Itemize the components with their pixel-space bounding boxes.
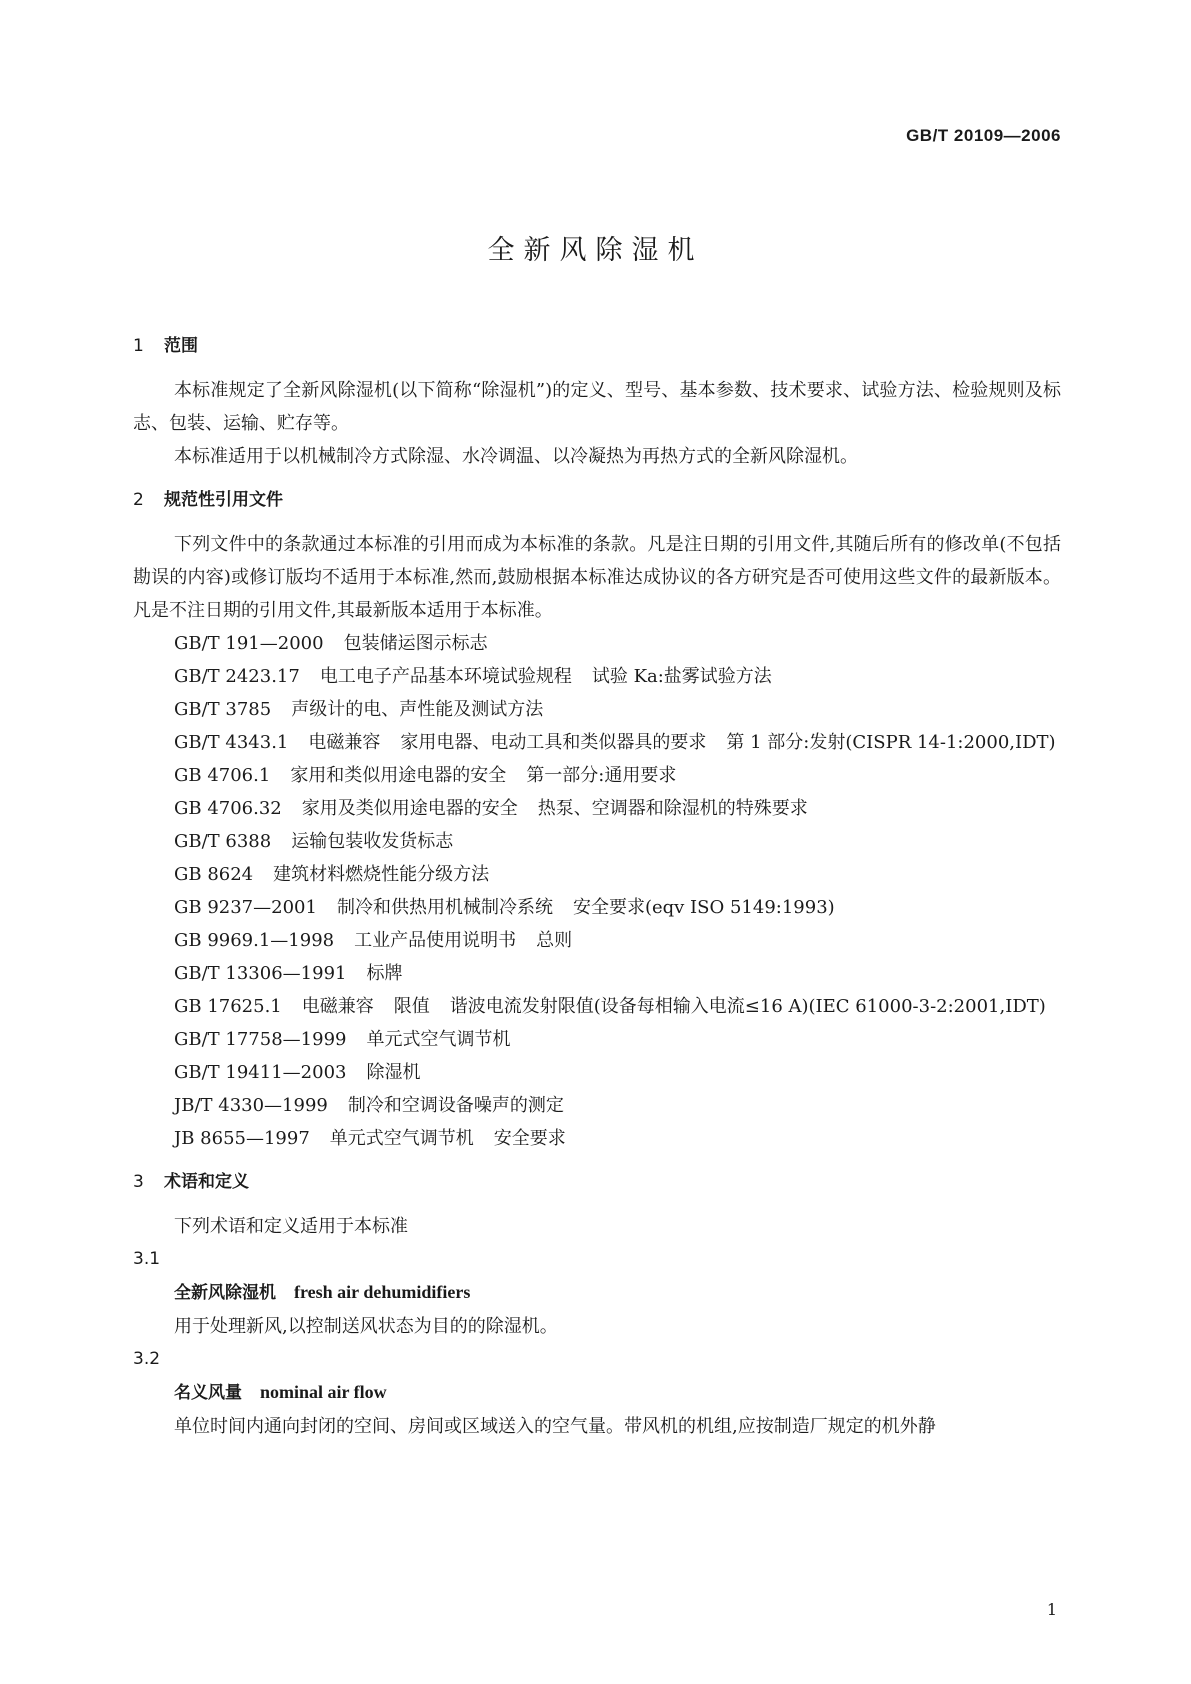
reference-title: 工业产品使用说明书: [354, 930, 517, 951]
term-name-cn: 名义风量: [174, 1383, 242, 1403]
reference-title: 单元式空气调节机: [366, 1029, 511, 1050]
section-2-intro: 下列文件中的条款通过本标准的引用而成为本标准的条款。凡是注日期的引用文件,其随后所有的修改单(不包括勘误的内容)或修订版均不适用于本标准,然而,鼓励根据本标准达成协议的各方研究是否可使用这些文件的最新版本。凡是不注日期的引用文件,其最新版本适用于本标准。: [133, 534, 1061, 621]
reference-title: 包装储运图示标志: [343, 633, 488, 654]
reference-item: [133, 759, 1061, 792]
reference-code: GB/T 19411—2003: [174, 1062, 347, 1083]
section-1-paragraph-2: 本标准适用于以机械制冷方式除湿、水冷调温、以冷凝热为再热方式的全新风除湿机。: [174, 446, 858, 467]
reference-item: [133, 627, 1061, 660]
term-definition: 用于处理新风,以控制送风状态为目的的除湿机。: [174, 1316, 558, 1337]
reference-code: GB/T 3785: [174, 699, 272, 720]
reference-item: [133, 924, 1061, 957]
section-number: 3: [133, 1172, 144, 1192]
term-name-cn: 全新风除湿机: [174, 1283, 276, 1303]
reference-title: 声级计的电、声性能及测试方法: [291, 699, 544, 720]
term-name-en: fresh air dehumidifiers: [294, 1282, 471, 1302]
reference-title: 电磁兼容: [308, 732, 381, 753]
reference-item: [133, 693, 1061, 726]
reference-title: 家用及类似用途电器的安全: [301, 798, 518, 819]
section-2-heading: [133, 484, 1061, 517]
reference-item: [133, 858, 1061, 891]
section-number: 1: [133, 336, 144, 356]
section-3-heading: [133, 1166, 1061, 1199]
reference-title-part: 家用电器、电动工具和类似器具的要求: [400, 732, 707, 753]
term-name: [133, 1376, 1061, 1410]
term-name: [133, 1276, 1061, 1310]
standard-code: GB/T 20109—2006: [906, 126, 1061, 145]
reference-title-part: 热泵、空调器和除湿机的特殊要求: [537, 798, 808, 819]
reference-title: 单元式空气调节机: [329, 1128, 474, 1149]
reference-title: 家用和类似用途电器的安全: [290, 765, 507, 786]
reference-title: 制冷和供热用机械制冷系统: [336, 897, 553, 918]
reference-title-part: 第 1 部分:发射(CISPR 14-1:2000,IDT): [726, 732, 1056, 753]
term-name-en: nominal air flow: [260, 1382, 387, 1402]
reference-code: GB/T 191—2000: [174, 633, 324, 654]
reference-title-part: 试验 Ka:盐雾试验方法: [591, 666, 772, 687]
reference-item: [133, 726, 1061, 759]
document-title: 全新风除湿机: [487, 235, 704, 266]
reference-code: GB/T 13306—1991: [174, 963, 347, 984]
reference-item: [133, 660, 1061, 693]
reference-title: 运输包装收发货标志: [291, 831, 454, 852]
section-title: 范围: [164, 336, 198, 356]
reference-code: GB 8624: [174, 864, 254, 885]
reference-code: GB/T 2423.17: [174, 666, 300, 687]
reference-item: [133, 1056, 1061, 1089]
section-title: 术语和定义: [164, 1172, 249, 1192]
reference-title-part: 安全要求: [493, 1128, 566, 1149]
reference-title: 标牌: [366, 963, 403, 984]
reference-item: [133, 891, 1061, 924]
reference-code: GB/T 6388: [174, 831, 272, 852]
section-number: 2: [133, 490, 144, 510]
section-3-intro: 下列术语和定义适用于本标准: [174, 1216, 408, 1237]
reference-code: JB 8655—1997: [174, 1128, 310, 1149]
reference-item: [133, 1089, 1061, 1122]
term-number: 3.2: [133, 1349, 161, 1369]
reference-code: GB 4706.1: [174, 765, 271, 786]
reference-title: 除湿机: [366, 1062, 421, 1083]
reference-item: [133, 1023, 1061, 1056]
reference-item: [133, 957, 1061, 990]
reference-item: [133, 990, 1061, 1023]
reference-code: GB/T 4343.1: [174, 732, 289, 753]
reference-title-part: 第一部分:通用要求: [526, 765, 677, 786]
reference-title-part: 限值: [393, 996, 430, 1017]
section-1-heading: [133, 330, 1061, 363]
reference-code: GB 17625.1: [174, 996, 282, 1017]
term-number: 3.1: [133, 1249, 161, 1269]
reference-code: GB 4706.32: [174, 798, 282, 819]
reference-title-part: 总则: [536, 930, 573, 951]
reference-item: [133, 1122, 1061, 1155]
reference-title: 制冷和空调设备噪声的测定: [347, 1095, 564, 1116]
reference-code: GB/T 17758—1999: [174, 1029, 347, 1050]
reference-code: JB/T 4330—1999: [174, 1095, 328, 1116]
reference-code: GB 9969.1—1998: [174, 930, 335, 951]
reference-title-part: 谐波电流发射限值(设备每相输入电流≤16 A)(IEC 61000-3-2:2001,IDT): [449, 996, 1046, 1017]
page-number: 1: [1046, 1600, 1057, 1619]
section-1-paragraph-1: 本标准规定了全新风除湿机(以下简称“除湿机”)的定义、型号、基本参数、技术要求、试验方法、检验规则及标志、包装、运输、贮存等。: [133, 380, 1061, 434]
reference-title: 电磁兼容: [301, 996, 374, 1017]
term-definition: 单位时间内通向封闭的空间、房间或区域送入的空气量。带风机的机组,应按制造厂规定的机外静: [174, 1416, 936, 1437]
reference-title-part: 安全要求(eqv ISO 5149:1993): [572, 897, 835, 918]
document-body: [133, 330, 1061, 1443]
reference-code: GB 9237—2001: [174, 897, 317, 918]
reference-title: 电工电子产品基本环境试验规程: [319, 666, 572, 687]
reference-item: [133, 792, 1061, 825]
reference-item: [133, 825, 1061, 858]
reference-title: 建筑材料燃烧性能分级方法: [273, 864, 490, 885]
section-title: 规范性引用文件: [164, 490, 283, 510]
